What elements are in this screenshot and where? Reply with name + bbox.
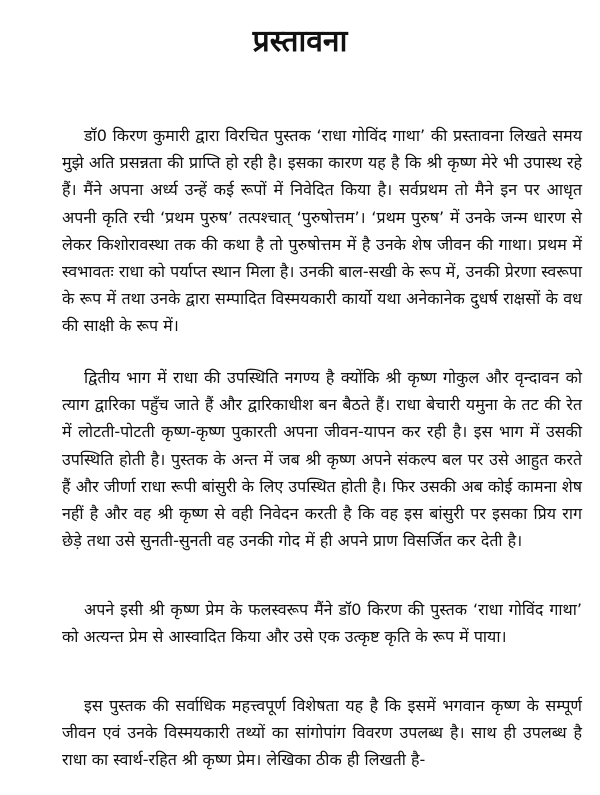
paragraph-2: द्वितीय भाग में राधा की उपस्थिति नगण्य है क्योंकि श्री कृष्ण गोकुल और वृन्दावन को त्याग द्वारिका पहुँच जाते हैं और द्वारिकाधीश बन बैठते हैं। राधा बेचारी यमुना के तट की रेत में लोटती-पोटती कृष्ण-कृष्ण पुकारती अपना जीवन-यापन कर रही है। इस भाग में उसकी उपस्थिति होती है। पुस्तक के अन्त में जब श्री कृष्ण अपने संकल्प बल पर उसे आहुत करते हैं और जीर्णा राधा रूपी बांसुरी के लिए उपस्थित होती है। फिर उसकी अब कोई कामना शेष नहीं है और वह श्री कृष्ण से वही निवेदन करती है कि वह इस बांसुरी पर इसका प्रिय राग छेड़े तथा उसे सुनती-सुनती वह उनकी गोद में ही अपने प्राण विसर्जित कर देती है।	[62, 368, 582, 551]
page-title: प्रस्तावना	[252, 24, 348, 59]
paragraph-4: इस पुस्तक की सर्वाधिक महत्त्वपूर्ण विशेषता यह है कि इसमें भगवान कृष्ण के सम्पूर्ण जीवन एवं उनके विस्मयकारी तथ्यों का सांगोपांग विवरण उपलब्ध है। साथ ही उपलब्ध है राधा का स्वार्थ-रहित श्री कृष्ण प्रेम। लेखिका ठीक ही लिखती है-	[62, 696, 582, 770]
paragraph-1: डॉ0 किरण कुमारी द्वारा विरचित पुस्तक ‘राधा गोविंद गाथा’ की प्रस्तावना लिखते समय मुझे अति प्रसन्नता की प्राप्ति हो रही है। इसका कारण यह है कि श्री कृष्ण मेरे भी उपास्थ रहे हैं। मैंने अपना अर्ध्य उन्हें कई रूपों में निवेदित किया है। सर्वप्रथम तो मैने इन पर आधृत अपनी कृति रची ‘प्रथम पुरुष’ तत्पश्चात् ‘पुरुषोत्तम’। ‘प्रथम पुरुष’ में उनके जन्म धारण से लेकर किशोरावस्था तक की कथा है तो पुरुषोत्तम में है उनके शेष जीवन की गाथा। प्रथम में स्वभावतः राधा को पर्याप्त स्थान मिला है। उनकी बाल-सखी के रूप में, उनकी प्रेरणा स्वरूपा के रूप में तथा उनके द्वारा सम्पादित विस्मयकारी कार्यो यथा अनेकानेक दुधर्ष राक्षसों के वध की साक्षी के रूप में।	[62, 126, 582, 336]
paragraph-3: अपने इसी श्री कृष्ण प्रेम के फलस्वरूप मैंने डॉ0 किरण की पुस्तक ‘राधा गोविंद गाथा’ को अत्यन्त प्रेम से आस्वादित किया और उसे एक उत्कृष्ट कृति के रूप में पाया।	[62, 600, 582, 647]
